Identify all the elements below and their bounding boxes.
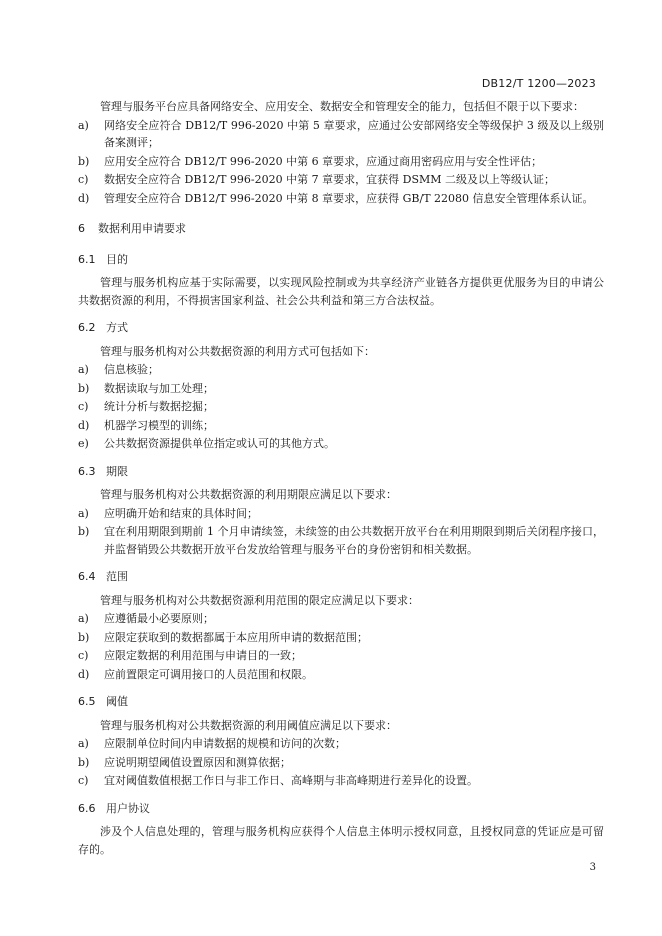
page-number: 3 [589,862,596,873]
chapter-title: 数据利用申请要求 [98,222,186,235]
chapter-number: 6 [78,222,85,235]
list-text: 应说明期望阈值设置原因和测算依据； [104,755,291,769]
section-heading [78,319,604,337]
list-marker: a) [78,363,89,376]
list-text: 数据读取与加工处理； [104,381,214,395]
list-marker: c) [78,400,89,413]
list-text: 管理安全应符合 DB12/T 996-2020 中第 8 章要求，应获得 GB/T 22080 信息安全管理体系认证。 [104,191,594,205]
section-paragraph: 管理与服务机构对公共数据资源的利用阈值应满足以下要求： [100,718,397,732]
list-item [78,647,604,665]
section-heading [78,251,604,269]
section-heading [78,568,604,586]
list-marker: d) [78,191,90,205]
list-item [78,505,604,523]
list-text: 应前置限定可调用接口的人员范围和权限。 [104,667,313,681]
section-title: 目的 [106,252,128,266]
section-title: 用户协议 [106,801,150,815]
section-number: 6.5 [78,695,96,708]
list-text: 应明确开始和结束的具体时间； [104,506,258,520]
list-marker: a) [78,118,89,132]
section-heading [78,463,604,481]
list-marker: c) [78,774,89,787]
list-marker: a) [78,737,89,750]
list-item [78,735,604,753]
intro-paragraph: 管理与服务平台应具备网络安全、应用安全、数据安全和管理安全的能力，包括但不限于以下要求： [100,100,584,113]
section-heading [78,800,604,818]
list-text: 数据安全应符合 DB12/T 996-2020 中第 7 章要求，宜获得 DSMM 二级及以上等级认证； [104,173,556,186]
list-marker: a) [78,506,89,520]
list-text: 应用安全应符合 DB12/T 996-2020 中第 6 章要求，应通过商用密码应用与安全性评估； [104,154,543,168]
list-marker: b) [78,154,90,168]
section-number: 6.3 [78,464,96,478]
section-paragraph: 管理与服务机构对公共数据资源利用范围的限定应满足以下要求： [100,593,419,607]
list-text: 机器学习模型的训练； [104,418,214,432]
list-marker: d) [78,667,90,681]
list-marker: e) [78,437,89,450]
list-marker: c) [78,649,89,662]
list-item [78,754,604,772]
section-paragraph: 管理与服务机构对公共数据资源的利用期限应满足以下要求： [100,488,397,501]
list-text: 统计分析与数据挖掘； [104,400,214,413]
list-text: 公共数据资源提供单位指定或认可的其他方式。 [104,437,335,450]
section-number: 6.4 [78,570,96,583]
section-title: 阈值 [106,695,128,708]
list-marker: d) [78,418,90,432]
list-item [78,153,604,171]
section-title: 范围 [106,570,128,583]
list-marker: b) [78,381,90,395]
section-number: 6.2 [78,321,96,334]
list-item [78,435,604,453]
document-body [78,98,604,859]
list-marker: c) [78,173,89,186]
list-text: 宜在利用期限到期前 1 个月申请续签，未续签的由公共数据开放平台在利用期限到期后关闭程序接口，并监督销毁公共数据开放平台发放给管理与服务平台的身份密钥和相关数据。 [104,525,604,556]
section-paragraph: 管理与服务机构应基于实际需要，以实现风险控制或为共享经济产业链各方提供更优服务为目的申请公共数据资源的利用，不得损害国家利益、社会公共利益和第三方合法权益。 [78,276,604,307]
list-text: 网络安全应符合 DB12/T 996-2020 中第 5 章要求，应通过公安部网络安全等级保护 3 级及以上级别备案测评； [104,118,604,149]
section-title: 方式 [106,321,128,334]
list-item [78,117,604,152]
list-text: 应限制单位时间内申请数据的规模和访问的次数； [104,737,346,750]
list-text: 应限定数据的利用范围与申请目的一致； [104,649,302,662]
list-text: 应遵循最小必要原则； [104,612,214,625]
list-text: 应限定获取到的数据都属于本应用所申请的数据范围； [104,630,368,644]
list-item [78,398,604,416]
list-item [78,666,604,684]
list-item [78,361,604,379]
list-marker: b) [78,630,90,644]
section-number: 6.6 [78,801,96,815]
section-paragraph: 管理与服务机构对公共数据资源的利用方式可包括如下： [100,344,375,358]
list-item [78,171,604,189]
list-item [78,610,604,628]
section-title: 期限 [106,464,128,478]
list-item [78,190,604,208]
document-code: DB12/T 1200—2023 [481,77,596,90]
section-number: 6.1 [78,252,96,266]
list-item [78,380,604,398]
list-marker: b) [78,755,90,769]
list-item [78,417,604,435]
list-text: 信息核验； [104,363,159,376]
section-heading [78,693,604,711]
list-item [78,772,604,790]
list-marker: b) [78,525,90,538]
list-item [78,523,604,558]
list-item [78,629,604,647]
section-paragraph: 涉及个人信息处理的，管理与服务机构应获得个人信息主体明示授权同意，且授权同意的凭证应是可留存的。 [78,825,604,856]
list-marker: a) [78,612,89,625]
chapter-heading [78,220,604,238]
list-text: 宜对阈值数值根据工作日与非工作日、高峰期与非高峰期进行差异化的设置。 [104,774,478,787]
